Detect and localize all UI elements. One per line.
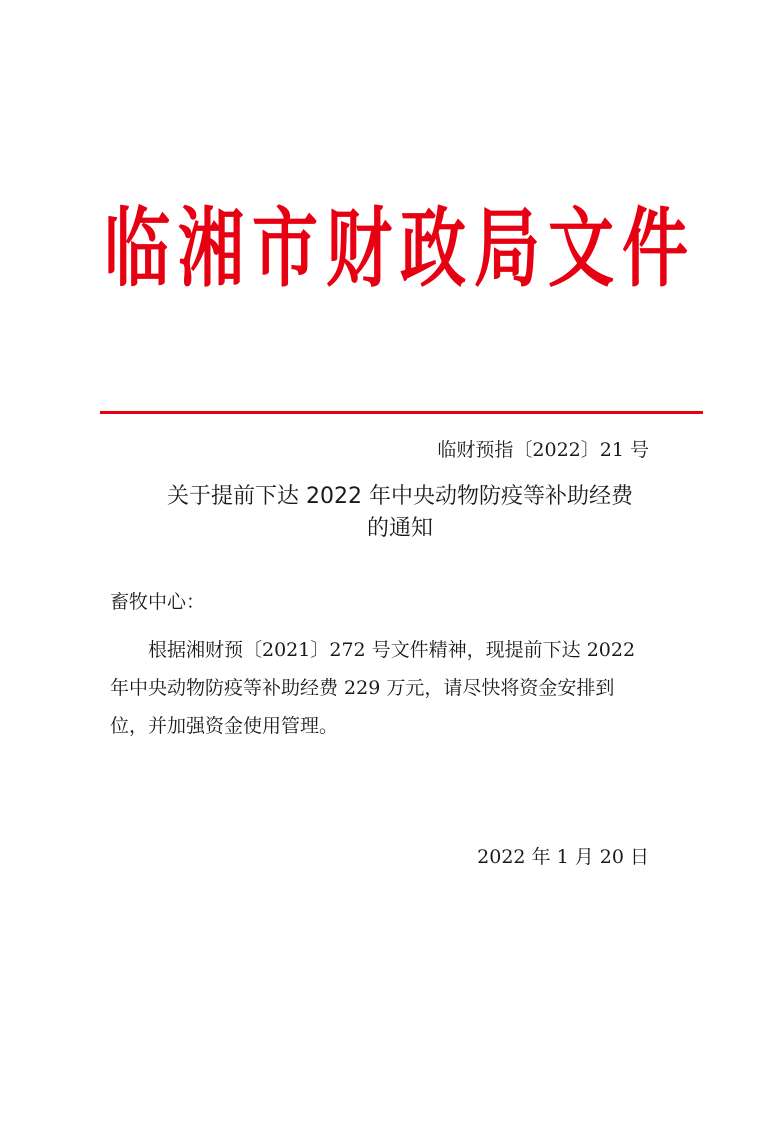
notice-title	[100, 481, 700, 545]
issuer-header-title: 临湘市财政局文件	[104, 197, 696, 299]
notice-title-line: 的通知	[366, 516, 433, 541]
notice-title-line: 关于提前下达 2022 年中央动物防疫等补助经费	[167, 484, 633, 509]
body-line: 根据湘财预〔2021〕272 号文件精神，现提前下达 2022	[148, 639, 636, 661]
document-number: 临财预指〔2022〕21 号	[437, 439, 649, 461]
notice-body	[110, 631, 670, 745]
body-line: 位，并加强资金使用管理。	[110, 715, 339, 737]
issue-date: 2022 年 1 月 20 日	[477, 846, 649, 868]
red-divider-line	[100, 411, 703, 414]
body-line: 年中央动物防疫等补助经费 229 万元，请尽快将资金安排到	[110, 677, 615, 699]
addressee: 畜牧中心：	[110, 591, 206, 613]
